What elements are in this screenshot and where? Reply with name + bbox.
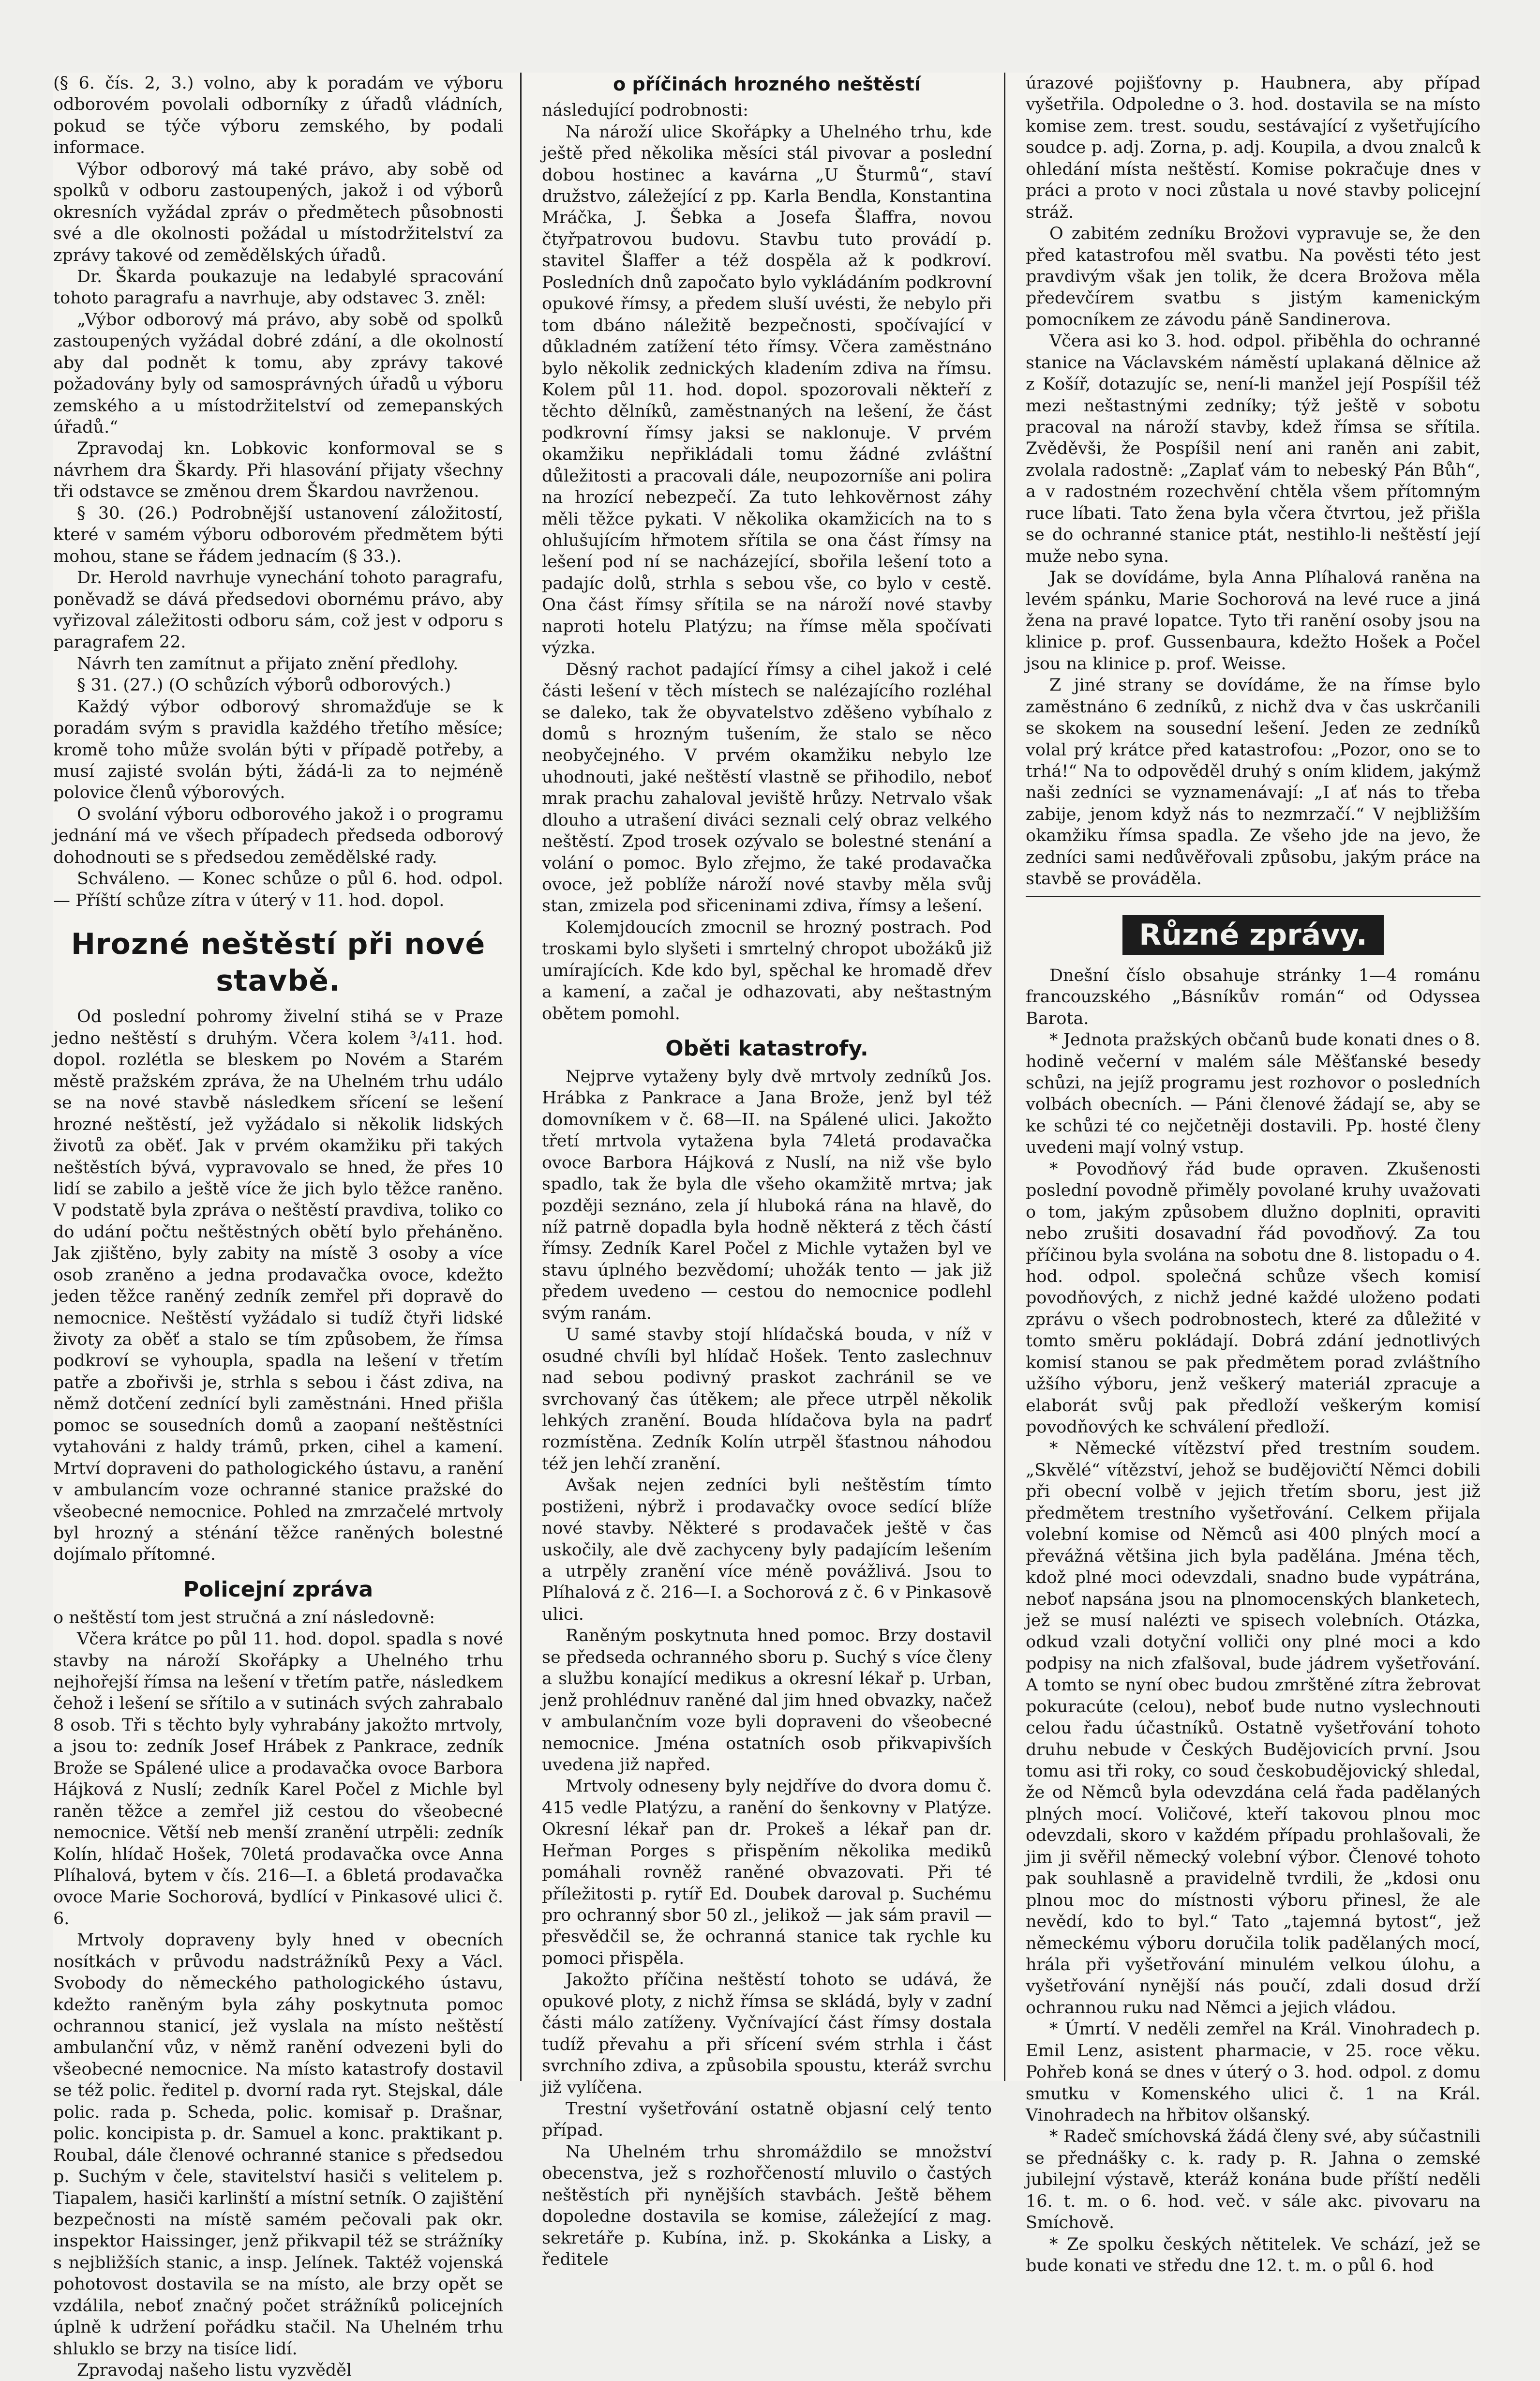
- news-item: * Radeč smíchovská žádá členy své, aby súčastnili se přednášky c. k. rady p. R. Jahna o zemské jubilejní výstavě, kteráž konána bude příští neděli 16. t. m. o 6. hod. več. v sále akc. pivovaru na Smíchově.: [1026, 2127, 1480, 2233]
- article-headline: Hrozné neštěstí při nové stavbě.: [71, 927, 486, 998]
- news-item: * Jednota pražských občanů bude konati dnes o 8. hodině večerní v malém sále Měšťanské besedy schůzi, na jejíž programu jest rozhovor o posledních volbách obecních. — Páni členové žádají se, aby se ke schůzi té co nejčetněji dostavili. Pp. hosté členy uvedeni mají volný vstup.: [1026, 1030, 1480, 1158]
- paragraph: Dnešní číslo obsahuje stránky 1—4 románu francouzského „Básníkův román“ od Odyssea Barota.: [1026, 965, 1480, 1028]
- paragraph: Včera krátce po půl 11. hod. dopol. spadla s nové stavby na nároží Skořápky a Uhelného trhu nejhořejší římsa na lešení v třetím patře, následkem čehož i lešení se sřítilo a v sutinách svých zahrabalo 8 osob. Tři s těchto byly vyhrabány jakožto mrtvoly, a jsou to: zedník Josef Hrábek z Pankrace, zedník Brože se Spálené ulice a prodavačka ovoce Barbora Hájková z Nuslí; zedník Karel Počel z Michle byl raněn těžce a zemřel již cestou do všeobecné nemocnice. Větší neb menší zranění utrpěli: zedník Kolín, hlídač Hošek, 70letá prodavačka ovce Anna Plíhalová, bytem v čís. 216—I. a 6bletá prodavačka ovoce Marie Sochorová, bydlící v Pinkasové ulici č. 6.: [53, 1629, 503, 1929]
- paragraph: Výbor odborový má také právo, aby sobě od spolků v odboru zastoupených, jakož i od výborů okresních vyžádal zpráv o předmětech působnosti své a dle okolnosti požádal u místodržitelství za zprávy takové od zemědělských úřadů.: [53, 159, 503, 265]
- section-heading-victims: Oběti katastrofy.: [665, 1036, 868, 1061]
- paragraph: U samé stavby stojí hlídačská bouda, v níž v osudné chvíli byl hlídač Hošek. Tento zaslechnuv nad sebou podivný praskot zachránil se ve svrchovaný čas útěkem; ale přece utrpěl několik lehkých zranění. Bouda hlídačova byla na padrť rozmístěna. Zedník Kolín utrpěl šťastnou náhodou též jen lehčí zranění.: [542, 1325, 992, 1474]
- paragraph: Dr. Škarda poukazuje na ledabylé spracování tohoto paragrafu a navrhuje, aby odstavec 3. zněl:: [53, 267, 503, 308]
- paragraph: Mrtvoly dopraveny byly hned v obecních nosítkách v průvodu nadstrážníků Pexy a Václ. Svobody do německého pathologického ústavu, kdežto raněným byla záhy poskytnuta pomoc ochrannou stanicí, jež vyslala na místo neštěstí ambulanční vůz, v němž ranění odvezeni byli do všeobecné nemocnice. Na místo katastrofy dostavil se též polic. ředitel p. dvorní rada ryt. Stejskal, dále polic. rada p. Scheda, polic. komisař p. Drašnar, polic. koncipista p. dr. Samuel a konc. praktikant p. Roubal, dále členové ochranné stanice s předsedou p. Suchým v čele, stavitelství hasiči s velitelem p. Tiapalem, hasiči karlinští a místní setník. O zajištění bezpečnosti na místě samém pečovali pak okr. inspektor Haissinger, jenž přikvapil též se strážníky s nejbližších stanic, a insp. Jelínek. Taktéž vojenská pohotovost dostavila se na místo, ale brzy opět se vzdálila, neboť značný počet strážníků policejních úplně k udržení pořádku stačil. Na Uhelném trhu shluklo se brzy na tisíce lidí.: [53, 1930, 503, 2359]
- right-column: [1026, 73, 1480, 2276]
- paragraph: Včera asi ko 3. hod. odpol. přiběhla do ochranné stanice na Václavském náměstí uplakaná dělnice až z Košíř, dotazujíc se, není-li manžel její Pospíšil též mezi neštastnými zedníky; týž ještě v sobotu pracoval na nároží stavby, kdež římsa se sřítila. Zvěděvši, že Pospíšil není ani raněn ani zabit, zvolala radostně: „Zaplať vám to nebeský Pán Bůh“, a v radostném rozechvění chtěla všem přítomným ruce líbati. Tato žena byla včera čtvrtou, jež přišla se do ochranné stanice ptát, nestihlo-li neštěstí její muže nebo syna.: [1026, 332, 1480, 566]
- paragraph: Děsný rachot padající římsy a cihel jakož i celé části lešení v těch místech se nalézajícího rozléhal se daleko, tak že obyvatelstvo zděšeno vybíhalo z domů s hrozným tušením, že stalo se něco neobyčejného. V prvém okamžiku nebylo lze uhodnouti, jaké neštěstí vlastně se přihodilo, neboť mrak prachu zahaloval jeviště hrůzy. Netrvalo však dlouho a utrašení diváci seznali celý obraz velkého neštěstí. Zpod trosek ozývalo se bolestné stenání a volání o pomoc. Bylo zřejmo, že také prodavačka ovoce, jež poblíže nároží nové stavby měla svůj stan, zmizela pod sřiceninami zdiva, římsy a lešení.: [542, 660, 992, 916]
- paragraph: Dr. Herold navrhuje vynechání tohoto paragrafu, poněvadž se dává předsedovi obornému právo, aby vyřizoval záležitosti odboru sám, což jest v odporu s paragrafem 22.: [53, 568, 503, 652]
- paragraph: Od poslední pohromy živelní stihá se v Praze jedno neštěstí s druhým. Včera kolem ³/₄11. hod. dopol. rozlétla se bleskem po Novém a Starém městě pražském zpráva, že na Uhelném trhu událo se na nové stavbě následkem sřícení se lešení hrozné neštěstí, jež vyžádalo si několik lidských životů za oběť. Jak v prvém okamžiku při takých neštěstích bývá, vypravovalo se hned, že přes 10 lidí se zabilo a ještě více že jich bylo těžce raněno. V podstatě byla zpráva o neštěstí pravdiva, toliko co do udání počtu neštěstných obětí bylo přeháněno. Jak zjištěno, byly zabity na místě 3 osoby a více osob zraněno a jedna prodavačka ovoce, kdežto jeden těžce raněný zedník zemřel při dopravě do nemocnice. Neštěstí vyžádalo si tudíž čtyři lidské životy za oběť a stalo se tím způsobem, že římsa podkroví se vyhoupla, spadla na lešení v třetím patře a zbořivši je, strhla s sebou i část zdiva, na němž dotčení zednící byli zaměstnáni. Hned přišla pomoc se sousedních domů a zaopaní neštěstníci vytahováni z haldy trámů, prken, cihel a kamení. Mrtví dopraveni do pathologického ústavu, a ranění v ambulancím voze ochranné stanice pražské do všeobecné nemocnice. Pohled na zmrzačelé mrtvoly byl hrozný a sténání těžce raněných bolestné dojímalo přítomné.: [53, 1007, 503, 1565]
- column-divider: [520, 73, 522, 2081]
- paragraph: § 30. (26.) Podrobnější ustanovení záložitostí, které v samém výboru odborovém předmětem býti mohou, stane se řádem jednacím (§ 33.).: [53, 503, 503, 566]
- paragraph: O zabitém zedníku Brožovi vypravuje se, že den před katastrofou měl svatbu. Na pověsti této jest pravdivým však jen tolik, že dcera Brožova měla předevčírem svatbu s jistým kamenickým pomocníkem ze závodu páně Sandinerova.: [1026, 224, 1480, 330]
- news-item: * Německé vítězství před trestním soudem. „Skvělé“ vítězství, jehož se budějovičtí Němci dobili při obecní volbě v jejich třetím sboru, jest již předmětem trestního vyšetřování. Celkem přijala volební komise od Němců asi 400 plných mocí a převážná většina jich byla padělána. Jména těch, kdož plné moci odevzdali, snadno bude vypátrána, neboť napsána jsou na plnomocenských blanketech, jež se musí nalézti ve spisech volebních. Otázka, odkud vzali dotyční volliči ony plné moci a kdo podpisy na nich zfalšoval, bude jádrem vyšetřování. A tomto se nyní obec budou zmrštěné zítra žebrovat pokuracúte (celou), neboť bude nutno vyslechnouti celou řadu účastníků. Ostatně vyšetřování tohoto druhu nebude v Českých Budějovicích první. Jsou tomu asi tři roky, co soud českobudějovický shledal, že od Němců byla odevzdána celá řada padělaných plných mocí. Voličové, kteří takovou plnou moc odevzdali, skoro v každém případu prohlašovali, že jim ji svěřil německý volební výbor. Členové tohoto pak souhlasně a pravidelně tvrdili, že „kdosi onu plnou moc do místnosti výboru přinesl, že ale nevědí, kdo to byl.“ Tato „tajemná bytost“, jež německému výboru doručila tolik padělaných mocí, hrála při vyšetřování minulém velkou úlohu, a vyšetřování nynější nás poučí, zdali dosud drží ochrannou ruku nad Němci a jejich vládou.: [1026, 1439, 1480, 2018]
- paragraph: Na nároží ulice Skořápky a Uhelného trhu, kde ještě před několika měsíci stál pivovar a poslední dobou hostinec a kavárna „U Šturmů“, staví družstvo, záležející z pp. Karla Bendla, Konstantina Mráčka, J. Šebka a Josefa Šlaffra, novou čtyřpatrovou budovu. Stavbu tuto provádí p. stavitel Šlaffer a též dospěla až k podkroví. Posledních dnů započato bylo vykládáním podkrovní opukové římsy, a předem sluší uvésti, že nebylo při tom dbáno náležitě bezpečnosti, spočívající v důkladném zatížení této římsy. Včera zaměstnáno bylo několik zednických kladením zdiva na římsu. Kolem půl 11. hod. dopol. spozorovali někteří z těchto dělníků, zaměstnaných na lešení, že část podkrovní římsy jaksi se naklonuje. V prvém okamžiku nepřikládali tomu žádné zvláštní důležitosti a pracovali dále, neupozorníše ani polira na hrozící nebezpečí. Za tuto lehkověrnost záhy měli těžce pykati. V několika okamžicích na to s ohlušujícím hřmotem sřítila se ona část římsy na lešení pod ní se nacházející, sbořila lešení toto a padajíc dolů, strhla s sebou vše, co bylo v cestě. Ona část římsy sřítila se na nároží nové stavby naproti hotelu Platýzu; na římse měla spočívati výzka.: [542, 122, 992, 658]
- paragraph: o neštěstí tom jest stručná a zní následovně:: [53, 1608, 435, 1628]
- paragraph: Jakožto příčina neštěstí tohoto se udává, že opukové ploty, z nichž římsa se skládá, byly v zadní části málo zatíženy. Vyčnívající část římsy dostala tudíž převahu a při sřícení svém strhla i část svrchního zdiva, a způsobila spoustu, kteráž svrchu již vylíčena.: [542, 1970, 992, 2097]
- section-heading-police-report: Policejní zpráva: [183, 1577, 374, 1602]
- paragraph: úrazové pojišťovny p. Haubnera, aby případ vyšetřila. Odpoledne o 3. hod. dostavila se na místo komise zem. trest. soudu, sestávající z vyšetřujícího soudce p. adj. Zorna, p. adj. Koupila, a dvou znalců k ohledání místa neštěstí. Komise pokračuje dnes v práci a proto v noci zůstala u nové stavby policejní stráž.: [1026, 74, 1480, 222]
- paragraph: Jak se dovídáme, byla Anna Plíhalová raněna na levém spánku, Marie Sochorová na levé ruce a jiná žena na pravé lopatce. Tyto tři ranění osoby jsou na klinice p. prof. Gussenbaura, kdežto Hošek a Počel jsou na klinice p. prof. Weisse.: [1026, 568, 1480, 674]
- paragraph: Zpravodaj našeho listu vyzvěděl: [77, 2361, 352, 2380]
- paragraph: O svolání výboru odborového jakož i o programu jednání má ve všech případech předseda odborový dohodnouti se s předsedou zemědělské rady.: [53, 804, 503, 867]
- left-column: [53, 73, 503, 2380]
- paragraph: Raněným poskytnuta hned pomoc. Brzy dostavil se předseda ochranného sboru p. Suchý s více členy a službu konající medikus a okresní lékař p. Urban, jenž prohlédnuv raněné dal jim hned obvazky, načež v ambulančním voze byli dopraveni do všeobecné nemocnice. Jména ostatních osob přikvapivších uvedena již napřed.: [542, 1626, 992, 1775]
- paragraph: (§ 6. čís. 2, 3.) volno, aby k poradám ve výboru odborovém povolali odborníky z úřadů vládních, pokud se týče výboru zemského, by podali informace.: [53, 74, 503, 158]
- column-divider: [1004, 73, 1005, 2081]
- news-item: * Úmrtí. V neděli zemřel na Král. Vinohradech p. Emil Lenz, asistent pharmacie, v 25. roce věku. Pohřeb koná se dnes v úterý o 3. hod. odpol. z domu smutku v Komenského ulici č. 1 na Král. Vinohradech na hřbitov olšanský.: [1026, 2019, 1480, 2125]
- news-item: * Povodňový řád bude opraven. Zkušenosti poslední povodně přiměly povolané kruhy uvažovati o tom, jakým způsobem dlužno doplniti, opraviti nebo zrušiti dosavadní řád povodňový. Za tou příčinou byla svolána na sobotu dne 8. listopadu o 4. hod. odpol. společná schůze všech komisí povodňových, z nichž jedné každé uloženo podati zprávu o všech podrobnostech, které za důležité v tomto směru pokládají. Dobrá zdání jednotlivých komisí stanou se pak předmětem porad zvláštního užšího výboru, jenž veškerý materiál zpracuje a elaborát svůj pak předloží veškerým komisí povodňových ke schválení předloží.: [1026, 1159, 1480, 1437]
- paragraph: Návrh ten zamítnut a přijato znění předlohy.: [77, 654, 459, 674]
- paragraph: „Výbor odborový má právo, aby sobě od spolků zastoupených vyžádal dobré zdání, a dle okolností aby dal podnět k tomu, aby zprávy takové požadovány byly od samosprávných úřadů u výboru zemského a u místodržitelství od zemepanských úřadů.“: [53, 310, 503, 437]
- middle-column: [542, 73, 992, 2269]
- article-continuation-heading: o příčinách hrozného neštěstí: [613, 74, 921, 95]
- paragraph: Schváleno. — Konec schůze o půl 6. hod. odpol. — Příští schůze zítra v úterý v 11. hod. dopol.: [53, 869, 503, 910]
- paragraph: Zpravodaj kn. Lobkovic konformoval se s návrhem dra Škardy. Při hlasování přijaty všechny tři odstavce se změnou drem Škardou navrženou.: [53, 439, 503, 502]
- paragraph: Kolemjdoucích zmocnil se hrozný postrach. Pod troskami bylo slyšeti i smrtelný chropot ubožáků již umírajících. Kde kdo byl, spěchal ke hromadě dřev a kamení, a začal je odhazovati, aby neštastným obětem pomohl.: [542, 918, 992, 1024]
- banner-label: Různé zprávy.: [1122, 915, 1384, 955]
- paragraph: Avšak nejen zedníci byli neštěstím tímto postiženi, nýbrž i prodavačky ovoce sedící blíže nové stavby. Některé s prodavaček ještě v čas uskočily, ale dvě zachyceny byly padajícím lešením a utrpěly zranění více méně povážlivá. Jsou to Plíhalová z č. 216—I. a Sochorová z č. 6 v Pinkasově ulici.: [542, 1476, 992, 1624]
- newspaper-page: [53, 73, 1480, 2380]
- paragraph: následující podrobnosti:: [542, 101, 748, 121]
- paragraph: Z jiné strany se dovídáme, že na římse bylo zaměstnáno 6 zedníků, z nichž dva v čas uskrčanili se skokem na sousední lešení. Jeden ze zedníků volal prý krátce před katastrofou: „Pozor, ono se to trhá!“ Na to odpověděl druhý s oním klidem, jakýmž naši zedníci se vyznamenávají: „I ať nás to třeba zabije, jenom když nás to nezmrzačí.“ V nejbližším okamžiku římsa spadla. Ze všeho jde na jevo, že zedníci sami nedůvěřovali způsobu, jakým práce na stavbě se prováděla.: [1026, 676, 1480, 889]
- paragraph: Mrtvoly odneseny byly nejdříve do dvora domu č. 415 vedle Platýzu, a ranění do šenkovny v Platýze. Okresní lékař pan dr. Prokeš a lékař pan dr. Heřman Porges s přispěním několika mediků pomáhali rovněž raněné obvazovati. Při té příležitosti p. rytíř Ed. Doubek daroval p. Suchému pro ochranný sbor 50 zl., jelikož — jak sám pravil — přesvědčil se, že ochranná stanice tak rychle ku pomoci přispěla.: [542, 1777, 992, 1968]
- news-item: * Ze spolku českých nětitelek. Ve schází, jež se bude konati ve středu dne 12. t. m. o půl 6. hod: [1026, 2234, 1480, 2276]
- paragraph: Na Uhelném trhu shromáždilo se množství obecenstva, jež s rozhořčeností mluvilo o častých neštěstích při nynějších stavbách. Ještě během dopoledne dostavila se komise, záležející z mag. sekretáře p. Kubína, inž. p. Skokánka a Lisky, a ředitele: [542, 2142, 992, 2269]
- paragraph: § 31. (27.) (O schůzích výborů odborových.): [77, 676, 451, 695]
- paragraph: Každý výbor odborový shromažďuje se k poradám svým s pravidla každého třetího měsíce; kromě toho může svolán býti v případě potřeby, a musí zajisté svolán býti, žádá-li za to nejméně polovice členů výborových.: [53, 697, 503, 803]
- section-banner-various-news: [1026, 917, 1480, 953]
- paragraph: Trestní vyšetřování ostatně objasní celý tento případ.: [542, 2099, 992, 2140]
- paragraph: Nejprve vytaženy byly dvě mrtvoly zedníků Jos. Hrábka z Pankrace a Jana Brože, jenž byl též domovníkem v č. 68—II. na Spálené ulici. Jakožto třetí mrtvola vytažena byla 74letá prodavačka ovoce Barbora Hájková z Nuslí, na niž vše bylo spadlo, tak že byla dle všeho okamžitě mrtva; jak později seznáno, zela jí hluboká rána na hlavě, do níž patrně dopadla byla hodně některá z těch částí římsy. Zedník Karel Počel z Michle vytažen byl ve stavu úplného bezvědomí; uhožák tento — jak již předem uvedeno — cestou do nemocnice podlehl svým ranám.: [542, 1067, 992, 1323]
- section-divider: [1026, 896, 1480, 897]
